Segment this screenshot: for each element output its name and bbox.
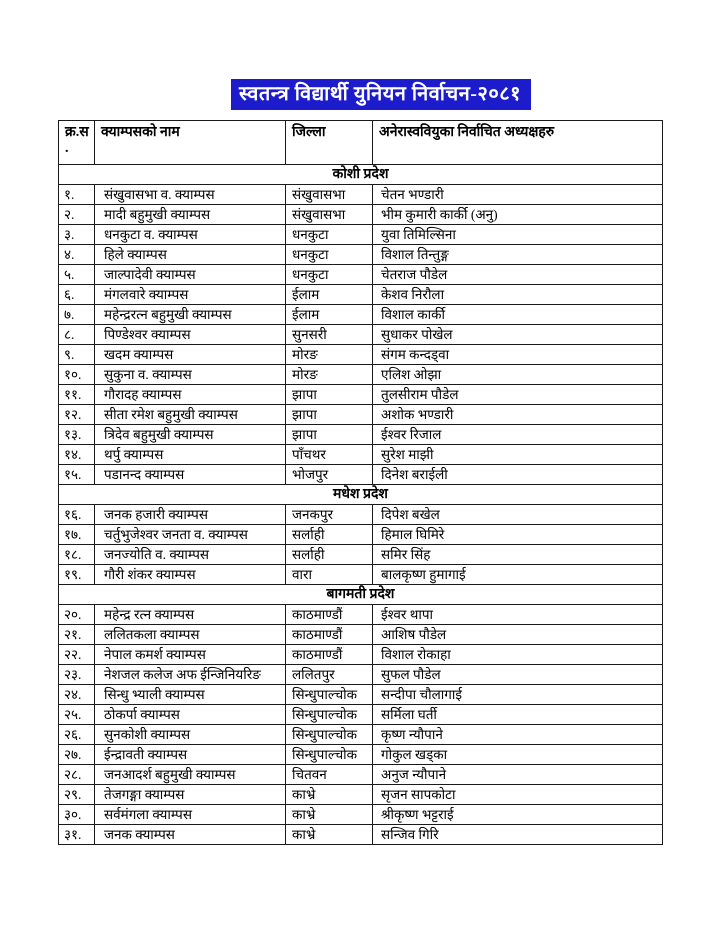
header-serial-line2: . [65,141,69,156]
cell-president-name: हिमाल घिमिरे [373,525,663,545]
cell-president-name: तुलसीराम पौडेल [373,385,663,405]
cell-president-name: चेतन भण्डारी [373,185,663,205]
table-row [59,825,663,845]
cell-campus-name: मंगलवारे क्याम्पस [95,285,286,305]
cell-campus-name: ठोकर्पा क्याम्पस [95,705,286,725]
table-row [59,265,663,285]
table-row [59,505,663,525]
table-row [59,365,663,385]
cell-district: मोरङ [286,345,373,365]
table-row [59,445,663,465]
cell-president-name: आशिष पौडेल [373,625,663,645]
table-row [59,725,663,745]
table-row [59,785,663,805]
cell-campus-name: जनक क्याम्पस [95,825,286,845]
cell-district: सिन्धुपाल्चोक [286,725,373,745]
cell-district: चितवन [286,765,373,785]
table-row [59,745,663,765]
cell-district: जनकपुर [286,505,373,525]
province-section-label: कोशी प्रदेश [59,165,663,185]
cell-serial-number: २२. [59,645,95,665]
cell-serial-number: ५. [59,265,95,285]
cell-president-name: भीम कुमारी कार्की (अनु) [373,205,663,225]
cell-serial-number: १४. [59,445,95,465]
cell-president-name: विशाल कार्की [373,305,663,325]
header-elected-president: अनेरास्ववियुका निर्वाचित अध्यक्षहरु [373,121,663,165]
cell-campus-name: जनज्योति व. क्याम्पस [95,545,286,565]
cell-serial-number: ३१. [59,825,95,845]
cell-president-name: केशव निरौला [373,285,663,305]
cell-president-name: ईश्वर रिजाल [373,425,663,445]
cell-campus-name: सर्वमंगला क्याम्पस [95,805,286,825]
cell-serial-number: १९. [59,565,95,585]
cell-serial-number: ६. [59,285,95,305]
table-row [59,245,663,265]
cell-campus-name: नेपाल कमर्श क्याम्पस [95,645,286,665]
province-section-label: बागमती प्रदेश [59,585,663,605]
cell-district: झापा [286,405,373,425]
cell-campus-name: ईन्द्रावती क्याम्पस [95,745,286,765]
cell-president-name: सन्जिव गिरि [373,825,663,845]
cell-president-name: ईश्वर थापा [373,605,663,625]
cell-campus-name: महेन्द्र रत्न क्याम्पस [95,605,286,625]
cell-president-name: समिर सिंह [373,545,663,565]
cell-serial-number: २७. [59,745,95,765]
cell-campus-name: चर्तुभुजेश्वर जनता व. क्याम्पस [95,525,286,545]
cell-district: सिन्धुपाल्चोक [286,705,373,725]
cell-campus-name: सिन्धु भ्याली क्याम्पस [95,685,286,705]
cell-president-name: सुधाकर पोखेल [373,325,663,345]
cell-serial-number: २१. [59,625,95,645]
cell-serial-number: ८. [59,325,95,345]
table-body [59,165,663,845]
cell-serial-number: ११. [59,385,95,405]
cell-district: संखुवासभा [286,185,373,205]
cell-campus-name: पिण्डेश्वर क्याम्पस [95,325,286,345]
cell-serial-number: ३०. [59,805,95,825]
cell-district: सिन्धुपाल्चोक [286,685,373,705]
cell-serial-number: १८. [59,545,95,565]
cell-president-name: युवा तिमिल्सिना [373,225,663,245]
table-row [59,345,663,365]
province-section-row [59,485,663,505]
cell-president-name: गोकुल खड्का [373,745,663,765]
cell-serial-number: २३. [59,665,95,685]
cell-district: धनकुटा [286,245,373,265]
table-row [59,565,663,585]
table-row [59,405,663,425]
cell-president-name: चेतराज पौडेल [373,265,663,285]
table-row [59,425,663,445]
cell-serial-number: ७. [59,305,95,325]
cell-president-name: सर्मिला घर्ती [373,705,663,725]
cell-campus-name: जाल्पादेवी क्याम्पस [95,265,286,285]
table-row [59,205,663,225]
cell-district: ललितपुर [286,665,373,685]
cell-campus-name: तेजगङ्गा क्याम्पस [95,785,286,805]
cell-district: पाँचथर [286,445,373,465]
header-serial-number [59,121,95,165]
cell-campus-name: थर्पु क्याम्पस [95,445,286,465]
cell-president-name: विशाल तिन्तुङ्ग [373,245,663,265]
cell-district: काभ्रे [286,785,373,805]
cell-district: सिन्धुपाल्चोक [286,745,373,765]
cell-president-name: श्रीकृष्ण भट्टराई [373,805,663,825]
cell-campus-name: त्रिदेव बहुमुखी क्याम्पस [95,425,286,445]
table-row [59,625,663,645]
cell-district: सर्लाही [286,525,373,545]
cell-president-name: विशाल रोकाहा [373,645,663,665]
cell-serial-number: २४. [59,685,95,705]
cell-campus-name: हिले क्याम्पस [95,245,286,265]
cell-district: काभ्रे [286,825,373,845]
cell-campus-name: सुकुना व. क्याम्पस [95,365,286,385]
cell-serial-number: २९. [59,785,95,805]
cell-campus-name: मादी बहुमुखी क्याम्पस [95,205,286,225]
cell-campus-name: महेन्द्ररत्न बहुमुखी क्याम्पस [95,305,286,325]
header-serial-line1: क्र.स [65,125,89,140]
cell-serial-number: २५. [59,705,95,725]
cell-serial-number: २. [59,205,95,225]
cell-president-name: अशोक भण्डारी [373,405,663,425]
table-row [59,645,663,665]
cell-campus-name: जनक हजारी क्याम्पस [95,505,286,525]
cell-serial-number: २८. [59,765,95,785]
cell-district: ईलाम [286,305,373,325]
table-header [59,121,663,165]
cell-serial-number: ४. [59,245,95,265]
cell-district: काठमाण्डौं [286,625,373,645]
table-row [59,685,663,705]
cell-campus-name: खदम क्याम्पस [95,345,286,365]
cell-serial-number: १६. [59,505,95,525]
cell-district: काभ्रे [286,805,373,825]
table-row [59,765,663,785]
cell-serial-number: १२. [59,405,95,425]
table-row [59,185,663,205]
cell-serial-number: २०. [59,605,95,625]
cell-serial-number: १७. [59,525,95,545]
table-row [59,225,663,245]
cell-district: काठमाण्डौं [286,605,373,625]
cell-district: मोरङ [286,365,373,385]
cell-president-name: दिनेश बराईली [373,465,663,485]
results-table [58,120,663,845]
cell-president-name: कृष्ण न्यौपाने [373,725,663,745]
cell-president-name: दिपेश बखेल [373,505,663,525]
table-row [59,465,663,485]
cell-campus-name: सुनकोशी क्याम्पस [95,725,286,745]
cell-president-name: अनुज न्यौपाने [373,765,663,785]
cell-campus-name: संखुवासभा व. क्याम्पस [95,185,286,205]
cell-district: भोजपुर [286,465,373,485]
table-row [59,305,663,325]
header-district: जिल्ला [286,121,373,165]
cell-serial-number: १५. [59,465,95,485]
cell-serial-number: २६. [59,725,95,745]
cell-district: सर्लाही [286,545,373,565]
cell-campus-name: ललितकला क्याम्पस [95,625,286,645]
cell-district: काठमाण्डौं [286,645,373,665]
cell-campus-name: जनआदर्श बहुमुखी क्याम्पस [95,765,286,785]
cell-president-name: सृजन सापकोटा [373,785,663,805]
cell-campus-name: सीता रमेश बहुमुखी क्याम्पस [95,405,286,425]
cell-district: ईलाम [286,285,373,305]
table-row [59,665,663,685]
table-row [59,285,663,305]
cell-campus-name: नेशजल कलेज अफ ईन्जिनियरिङ [95,665,286,685]
header-row [59,121,663,165]
table-row [59,545,663,565]
table-row [59,325,663,345]
cell-district: सुनसरी [286,325,373,345]
province-section-row [59,165,663,185]
cell-district: वारा [286,565,373,585]
cell-campus-name: पडानन्द क्याम्पस [95,465,286,485]
cell-president-name: सन्दीपा चौलागाई [373,685,663,705]
table-row [59,605,663,625]
cell-serial-number: १. [59,185,95,205]
cell-president-name: सुफल पौडेल [373,665,663,685]
cell-serial-number: १०. [59,365,95,385]
cell-district: झापा [286,385,373,405]
table-row [59,385,663,405]
cell-president-name: सुरेश माझी [373,445,663,465]
cell-campus-name: गौरी शंकर क्याम्पस [95,565,286,585]
table-row [59,705,663,725]
cell-president-name: एलिश ओझा [373,365,663,385]
cell-district: धनकुटा [286,225,373,245]
title-container [0,79,720,110]
province-section-row [59,585,663,605]
table-row [59,525,663,545]
cell-president-name: संगम कन्दड्वा [373,345,663,365]
cell-serial-number: १३. [59,425,95,445]
cell-campus-name: गौरादह क्याम्पस [95,385,286,405]
cell-serial-number: ९. [59,345,95,365]
header-campus-name: क्याम्पसको नाम [95,121,286,165]
cell-district: धनकुटा [286,265,373,285]
cell-district: झापा [286,425,373,445]
cell-district: संखुवासभा [286,205,373,225]
cell-serial-number: ३. [59,225,95,245]
province-section-label: मधेश प्रदेश [59,485,663,505]
table-row [59,805,663,825]
cell-president-name: बालकृष्ण हुमागाई [373,565,663,585]
cell-campus-name: धनकुटा व. क्याम्पस [95,225,286,245]
page-title: स्वतन्त्र विद्यार्थी युनियन निर्वाचन-२०८१ [231,79,531,110]
